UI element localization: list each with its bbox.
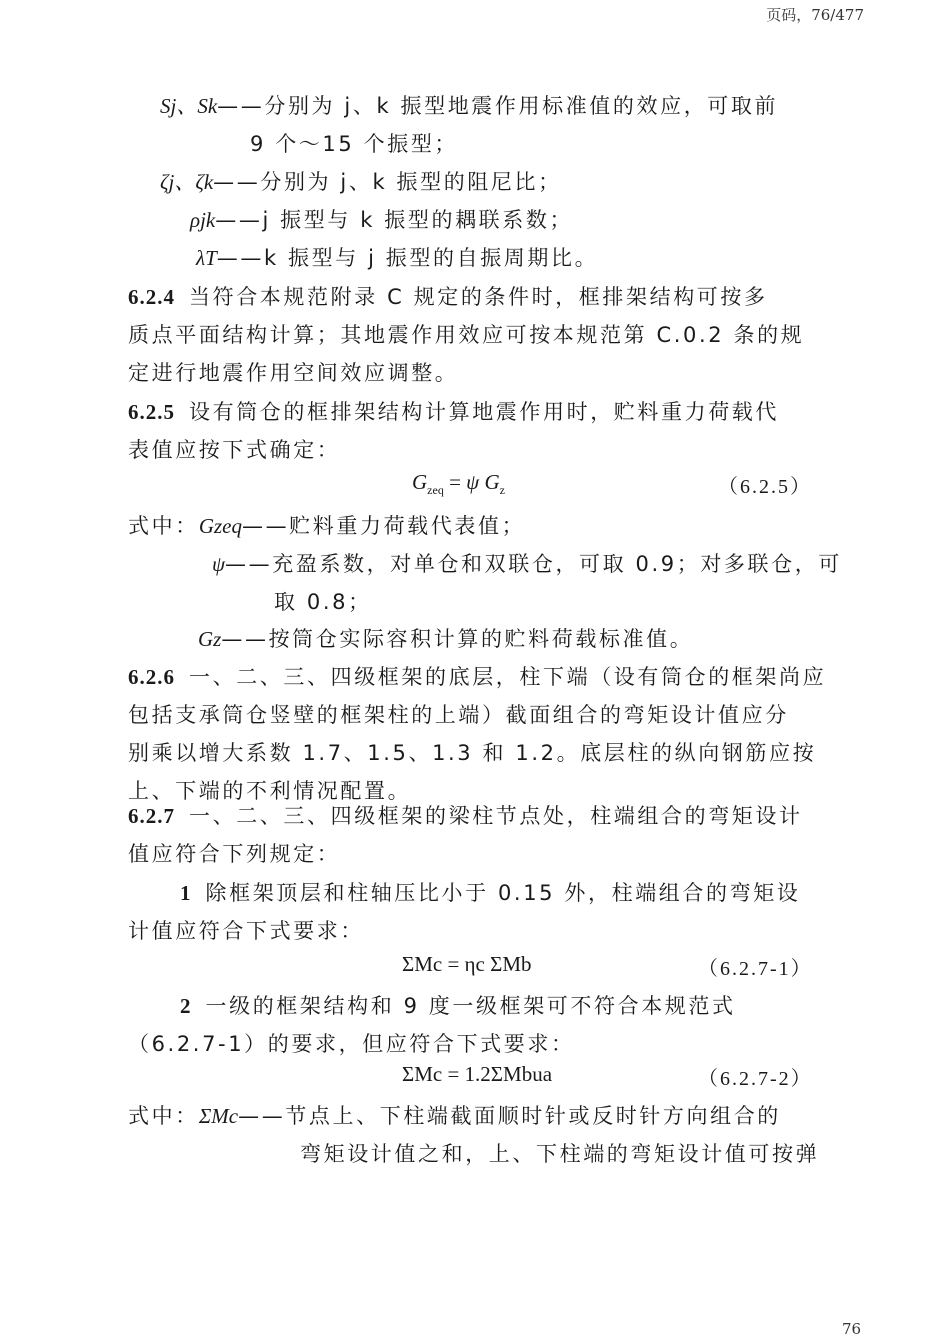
definition-line bbox=[212, 548, 842, 578]
paragraph-text: 除框架顶层和柱轴压比小于 0.15 外，柱端组合的弯矩设 bbox=[205, 881, 801, 905]
paragraph-text: 当符合本规范附录 C 规定的条件时，框排架结构可按多 bbox=[189, 285, 768, 309]
where-label: 式中： bbox=[128, 1104, 199, 1128]
section-6-2-4-line bbox=[128, 319, 804, 349]
formula-number: （6.2.5） bbox=[718, 476, 812, 498]
paragraph-text: 值应符合下列规定： bbox=[128, 842, 341, 866]
formula-number: （6.2.7-2） bbox=[698, 1068, 813, 1090]
definition-line bbox=[250, 128, 458, 158]
definition-symbol: ΣMc bbox=[198, 1104, 239, 1128]
paragraph-text: 一级的框架结构和 9 度一级框架可不符合本规范式 bbox=[205, 994, 736, 1018]
item-1-line bbox=[128, 915, 364, 945]
section-number: 6.2.4 bbox=[128, 285, 175, 309]
section-number: 6.2.6 bbox=[128, 665, 175, 689]
page-header: 页码，76/477 bbox=[766, 6, 864, 24]
paragraph-text: 表值应按下式确定： bbox=[128, 438, 341, 462]
section-number: 6.2.5 bbox=[128, 400, 175, 424]
where-line bbox=[128, 1100, 781, 1130]
item-2-line bbox=[180, 990, 736, 1020]
section-6-2-7-line bbox=[128, 838, 340, 868]
paragraph-text: 上、下端的不利情况配置。 bbox=[128, 779, 412, 803]
paragraph-text: 一、二、三、四级框架的底层，柱下端（设有筒仓的框架尚应 bbox=[189, 665, 827, 689]
section-6-2-6-line bbox=[128, 699, 789, 729]
where-label: 式中： bbox=[128, 514, 199, 538]
section-6-2-5-line bbox=[128, 396, 779, 426]
formula-6-2-5: $G_{zeq} = \psi$ $G_z$ bbox=[412, 470, 505, 498]
definition-line bbox=[274, 586, 372, 616]
paragraph-text: 计值应符合下式要求： bbox=[128, 919, 364, 943]
formula-6-2-7-1: ΣMc = ηc ΣMb bbox=[402, 952, 532, 976]
definition-line bbox=[198, 623, 693, 653]
definition-text: 取 0.8； bbox=[274, 590, 372, 614]
section-6-2-6-line bbox=[128, 661, 826, 691]
formula-number: （6.2.7-1） bbox=[698, 958, 813, 980]
definition-text: ——节点上、下柱端截面顺时针或反时针方向组合的 bbox=[238, 1104, 781, 1128]
definition-text: 弯矩设计值之和，上、下柱端的弯矩设计值可按弹 bbox=[300, 1142, 820, 1166]
definition-text: ——按筒仓实际容积计算的贮料荷载标准值。 bbox=[221, 627, 694, 651]
definition-text: ——分别为 j、k 振型的阻尼比； bbox=[213, 170, 562, 194]
definition-text: ——贮料重力荷载代表值； bbox=[241, 514, 526, 538]
item-2-line bbox=[128, 1028, 575, 1058]
definition-text: 9 个～15 个振型； bbox=[250, 132, 459, 156]
section-6-2-4-line bbox=[128, 357, 458, 387]
definition-line bbox=[160, 166, 562, 196]
definition-text: ——分别为 j、k 振型地震作用标准值的效应，可取前 bbox=[217, 94, 779, 118]
paragraph-text: 设有筒仓的框排架结构计算地震作用时，贮料重力荷载代 bbox=[189, 400, 779, 424]
section-6-2-4-line bbox=[128, 281, 768, 311]
item-1-line bbox=[180, 877, 800, 907]
definition-symbol: ζj、ζk bbox=[160, 170, 214, 194]
definition-line bbox=[300, 1138, 819, 1168]
item-number: 1 bbox=[180, 881, 192, 905]
section-6-2-7-line bbox=[128, 800, 803, 830]
section-number: 6.2.7 bbox=[128, 804, 175, 828]
definition-symbol: ρjk bbox=[190, 208, 216, 232]
definition-symbol: λT bbox=[196, 246, 217, 270]
section-6-2-5-line bbox=[128, 434, 340, 464]
paragraph-text: 定进行地震作用空间效应调整。 bbox=[128, 361, 459, 385]
formula-6-2-7-2: ΣMc = 1.2ΣMbua bbox=[402, 1062, 553, 1086]
definition-symbol: Sj、Sk bbox=[160, 94, 218, 118]
paragraph-text: 包括支承筒仓竖壁的框架柱的上端）截面组合的弯矩设计值应分 bbox=[128, 703, 789, 727]
section-6-2-6-line bbox=[128, 737, 816, 767]
definition-symbol: Gz bbox=[198, 627, 222, 651]
definition-line bbox=[160, 90, 778, 120]
definition-text: ——j 振型与 k 振型的耦联系数； bbox=[215, 208, 574, 232]
paragraph-text: 一、二、三、四级框架的梁柱节点处，柱端组合的弯矩设计 bbox=[189, 804, 803, 828]
paragraph-text: 质点平面结构计算；其地震作用效应可按本规范第 C.0.2 条的规 bbox=[128, 323, 805, 347]
definition-line bbox=[196, 242, 598, 272]
paragraph-text: （6.2.7-1）的要求，但应符合下式要求： bbox=[128, 1032, 575, 1056]
page-number: 76 bbox=[842, 1320, 862, 1338]
definition-symbol: ψ bbox=[212, 552, 226, 576]
definition-text: ——k 振型与 j 振型的自振周期比。 bbox=[216, 246, 599, 270]
definition-symbol: Gzeq bbox=[198, 514, 242, 538]
item-number: 2 bbox=[180, 994, 192, 1018]
where-line bbox=[128, 510, 525, 540]
definition-text: ——充盈系数，对单仓和双联仓，可取 0.9；对多联仓，可 bbox=[225, 552, 842, 576]
paragraph-text: 别乘以增大系数 1.7、1.5、1.3 和 1.2。底层柱的纵向钢筋应按 bbox=[128, 741, 817, 765]
definition-line bbox=[190, 204, 573, 234]
